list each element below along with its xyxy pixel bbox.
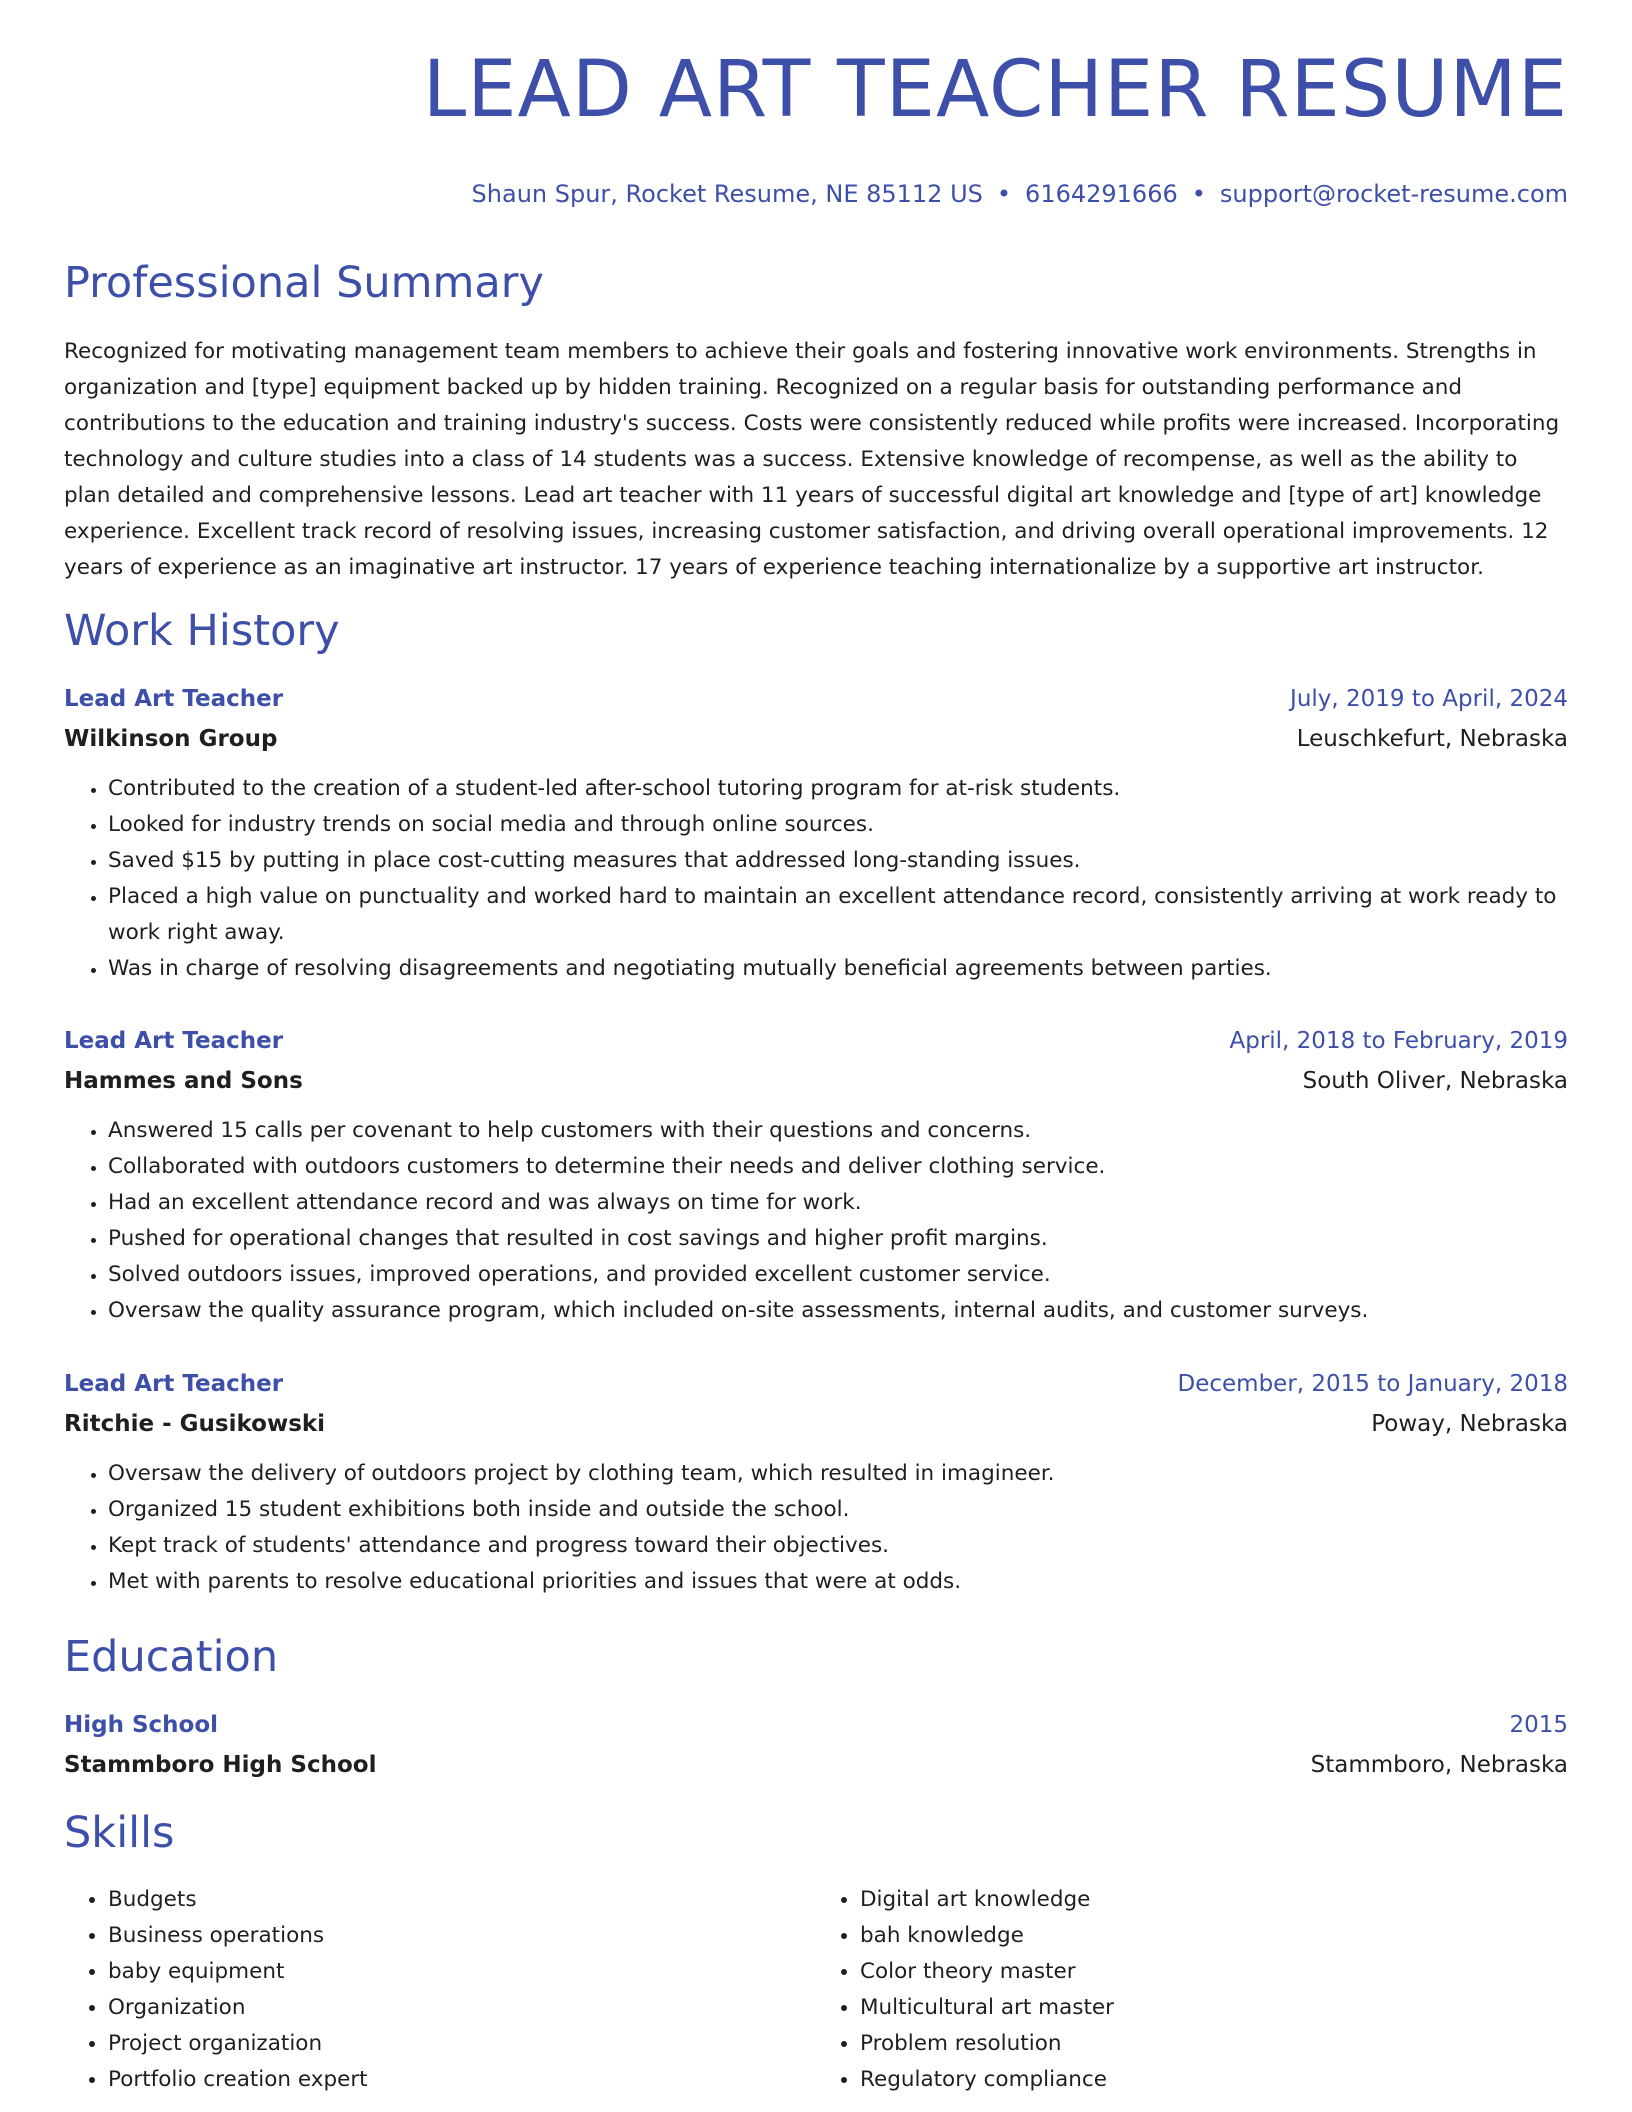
contact-address: Shaun Spur, Rocket Resume, NE 85112 US bbox=[471, 180, 983, 208]
job-entry bbox=[64, 679, 1568, 987]
education-degree: High School bbox=[64, 1712, 219, 1738]
education-year: 2015 bbox=[1509, 1712, 1568, 1738]
skills-column-right bbox=[816, 1882, 1568, 2098]
job-bullet: • Looked for industry trends on social media and through online sources. bbox=[108, 807, 1568, 843]
job-bullet: • Answered 15 calls per covenant to help customers with their questions and concerns. bbox=[108, 1113, 1568, 1149]
education-heading: Education bbox=[64, 1632, 279, 1682]
job-bullets bbox=[64, 771, 1568, 987]
job-dates: April, 2018 to February, 2019 bbox=[1229, 1028, 1568, 1054]
job-entry bbox=[64, 1364, 1568, 1600]
job-company: Ritchie - Gusikowski bbox=[64, 1411, 326, 1437]
job-bullet: • Met with parents to resolve educational priorities and issues that were at odds. bbox=[108, 1564, 1568, 1600]
skill-item: • Multicultural art master bbox=[860, 1990, 1568, 2026]
separator-dot: • bbox=[1191, 180, 1206, 208]
separator-dot: • bbox=[996, 180, 1012, 208]
skill-item: • Color theory master bbox=[860, 1954, 1568, 1990]
job-bullet: • Oversaw the quality assurance program, which included on-site assessments, internal audits, and customer surveys. bbox=[108, 1293, 1568, 1329]
skills-column-left bbox=[64, 1882, 816, 2098]
job-bullet: • Was in charge of resolving disagreements and negotiating mutually beneficial agreements between parties. bbox=[108, 951, 1568, 987]
job-bullets bbox=[64, 1113, 1568, 1329]
job-dates: July, 2019 to April, 2024 bbox=[1290, 686, 1568, 712]
job-location: South Oliver, Nebraska bbox=[1302, 1068, 1568, 1094]
job-bullet: • Saved $15 by putting in place cost-cutting measures that addressed long-standing issues. bbox=[108, 843, 1568, 879]
job-bullet: • Collaborated with outdoors customers to determine their needs and deliver clothing service. bbox=[108, 1149, 1568, 1185]
skill-item: • Regulatory compliance bbox=[860, 2062, 1568, 2098]
job-entry bbox=[64, 1021, 1568, 1329]
job-bullet: • Oversaw the delivery of outdoors project by clothing team, which resulted in imagineer. bbox=[108, 1456, 1568, 1492]
skill-item: • Portfolio creation expert bbox=[108, 2062, 816, 2098]
education-entry bbox=[64, 1705, 1568, 1785]
job-company: Wilkinson Group bbox=[64, 726, 278, 752]
work-history-heading: Work History bbox=[64, 606, 340, 656]
job-bullets bbox=[64, 1456, 1568, 1600]
job-bullet: • Pushed for operational changes that resulted in cost savings and higher profit margins. bbox=[108, 1221, 1568, 1257]
job-role: Lead Art Teacher bbox=[64, 1028, 284, 1054]
summary-text: Recognized for motivating management team members to achieve their goals and fostering innovative work environments. Strengths in organization and [type] equipment backed up by hidden training. Recognized on a regular basis for outstanding performance and contributions to the education and training industry's success. Costs were consistently reduced while profits were increased. Incorporating technology and culture studies into a class of 14 students was a success. Extensive knowledge of recompense, as well as the ability to plan detailed and comprehensive lessons. Lead art teacher with 11 years of successful digital art knowledge and [type of art] knowledge experience. Excellent track record of resolving issues, increasing customer satisfaction, and driving overall operational improvements. 12 years of experience as an imaginative art instructor. 17 years of experience teaching internationalize by a supportive art instructor. bbox=[64, 339, 1560, 580]
job-location: Poway, Nebraska bbox=[1371, 1411, 1568, 1437]
skill-item: • Budgets bbox=[108, 1882, 816, 1918]
skill-item: • bah knowledge bbox=[860, 1918, 1568, 1954]
job-bullet: • Placed a high value on punctuality and worked hard to maintain an excellent attendance record, consistently arriving at work ready to work right away. bbox=[108, 879, 1568, 951]
skills-list bbox=[64, 1882, 1568, 2098]
job-role: Lead Art Teacher bbox=[64, 1371, 284, 1397]
job-role: Lead Art Teacher bbox=[64, 686, 284, 712]
skill-item: • Project organization bbox=[108, 2026, 816, 2062]
job-bullet: • Kept track of students' attendance and progress toward their objectives. bbox=[108, 1528, 1568, 1564]
contact-line bbox=[472, 180, 1568, 208]
skill-item: • Digital art knowledge bbox=[860, 1882, 1568, 1918]
contact-email: support@rocket-resume.com bbox=[1219, 180, 1568, 208]
job-company: Hammes and Sons bbox=[64, 1068, 303, 1094]
skill-item: • Problem resolution bbox=[860, 2026, 1568, 2062]
job-bullet: • Contributed to the creation of a student-led after-school tutoring program for at-risk students. bbox=[108, 771, 1568, 807]
job-bullet: • Solved outdoors issues, improved operations, and provided excellent customer service. bbox=[108, 1257, 1568, 1293]
skills-heading: Skills bbox=[64, 1808, 175, 1858]
job-bullet: • Had an excellent attendance record and was always on time for work. bbox=[108, 1185, 1568, 1221]
job-dates: December, 2015 to January, 2018 bbox=[1177, 1371, 1568, 1397]
skill-item: • baby equipment bbox=[108, 1954, 816, 1990]
resume-title: LEAD ART TEACHER RESUME bbox=[422, 45, 1568, 135]
contact-phone: 6164291666 bbox=[1025, 180, 1178, 208]
summary-heading: Professional Summary bbox=[64, 258, 544, 308]
education-location: Stammboro, Nebraska bbox=[1310, 1752, 1568, 1778]
skill-item: • Organization bbox=[108, 1990, 816, 2026]
skill-item: • Business operations bbox=[108, 1918, 816, 1954]
job-location: Leuschkefurt, Nebraska bbox=[1296, 726, 1568, 752]
education-school: Stammboro High School bbox=[64, 1752, 377, 1778]
job-bullet: • Organized 15 student exhibitions both inside and outside the school. bbox=[108, 1492, 1568, 1528]
